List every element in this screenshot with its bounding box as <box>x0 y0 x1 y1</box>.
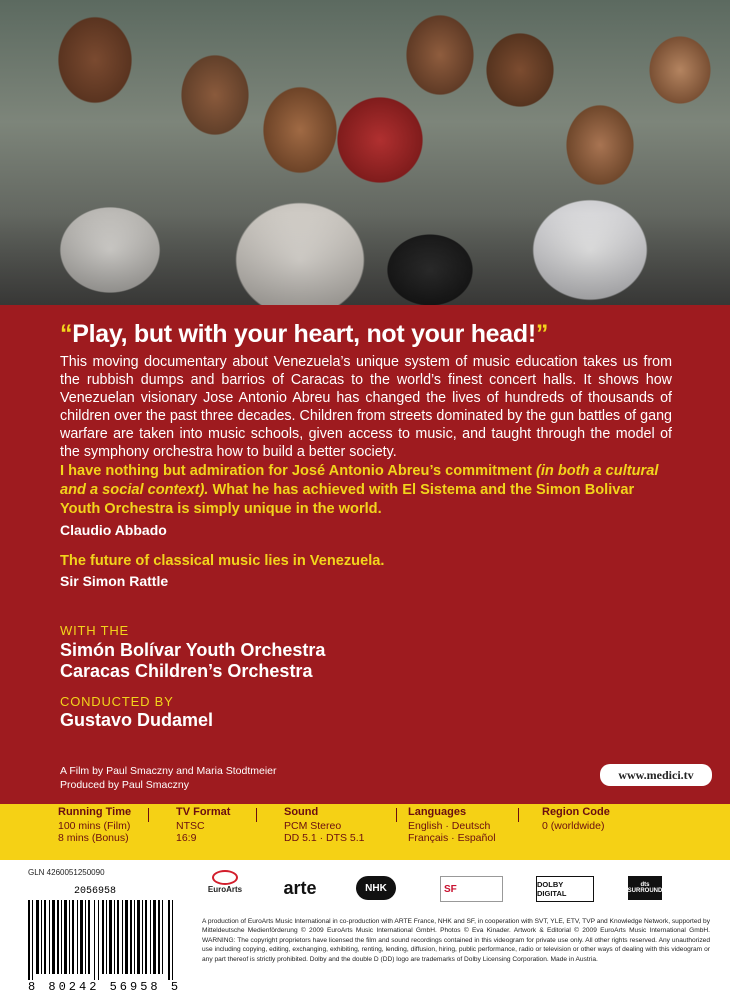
spec-sound: Sound PCM Stereo DD 5.1 · DTS 5.1 <box>284 806 365 844</box>
arte-logo: arte <box>283 877 317 898</box>
praise-abbado: I have nothing but admiration for José Antonio Abreu’s commitment (in both a cultural and a social context). What he has achieved with El Sistema and the Simon Bolivar Youth Orchestra is simply unique in the world. <box>60 463 659 517</box>
spec-divider <box>518 808 519 822</box>
euroarts-logo: EuroArts <box>200 870 250 894</box>
orchestra-1: Simón Bolívar Youth Orchestra <box>60 640 326 660</box>
orchestras <box>60 640 325 682</box>
nhk-logo: NHK <box>356 876 396 900</box>
description: This moving documentary about Venezuela’s unique system of music education takes us from the rubbish dumps and barrios of Caracas to the world’s finest concert halls. It shows how Venezuelan visionary Jose Antonio Abreu has changed the lives of hundreds of thousands of children over the past three decades. Children from streets dominated by the gun battles of gang warfare are taken into music schools, given access to music, and taught through the model of the symphony orchestra how to build a better society. <box>60 354 672 460</box>
praise-rattle: The future of classical music lies in Venezuela. <box>60 553 385 569</box>
barcode-digits: 8 80242 56958 5 <box>28 980 182 994</box>
spec-divider <box>256 808 257 822</box>
cover-photo <box>0 0 730 305</box>
sf-logo: SF <box>440 876 503 902</box>
legal-text: A production of EuroArts Music International in co-production with ARTE France, NHK and SF, in cooperation with SVT, YLE, ETV, TVP and Knowledge Network, supported by Mitteldeutsche Medienförderung © 2009 EuroArts Music International GmbH. Photos © Eva Kinader. Artwork & Editorial © 2009 EuroArts Music International GmbH. WARNING: The copyright proprietors have licensed the film and sound recordings contained in this videogram for private use only. All other rights reserved. Any unauthorized use including copying, editing, exchanging, exhibiting, renting, lending, diffusion, hiring, public performance, radio or television or other ways of dealing with this videogram or any part thereof is strictly prohibited. Dolby and the double D (DD) logo are trademarks of Dolby Licensing Corporation. Made in Austria. <box>202 918 710 963</box>
with-label: WITH THE <box>60 623 129 638</box>
film-credits <box>60 764 277 792</box>
credit-line-1: A Film by Paul Smaczny and Maria Stodtmeier <box>60 765 277 777</box>
spec-tv-format: TV Format NTSC 16:9 <box>176 806 231 844</box>
spec-running-time: Running Time 100 mins (Film) 8 mins (Bonus) <box>58 806 132 844</box>
orchestra-2: Caracas Children’s Orchestra <box>60 661 313 681</box>
spec-region-code: Region Code 0 (worldwide) <box>542 806 610 832</box>
credit-line-2: Produced by Paul Smaczny <box>60 779 189 791</box>
spec-divider <box>396 808 397 822</box>
dts-logo: dts SURROUND <box>628 876 662 900</box>
conductor-name: Gustavo Dudamel <box>60 710 214 730</box>
headline-quote: “Play, but with your heart, not your head!” <box>60 320 549 348</box>
barcode <box>24 900 184 980</box>
catalog-number: 2056958 <box>74 886 117 897</box>
spec-divider <box>148 808 149 822</box>
spec-languages: Languages English · Deutsch Français · Español <box>408 806 496 844</box>
conducted-label: CONDUCTED BY <box>60 694 174 709</box>
gln-number: GLN 4260051250090 <box>28 868 105 877</box>
author-abbado: Claudio Abbado <box>60 522 167 538</box>
dolby-logo: DOLBY DIGITAL <box>536 876 594 902</box>
author-rattle: Sir Simon Rattle <box>60 573 169 589</box>
website-badge[interactable]: www.medici.tv <box>600 764 712 786</box>
